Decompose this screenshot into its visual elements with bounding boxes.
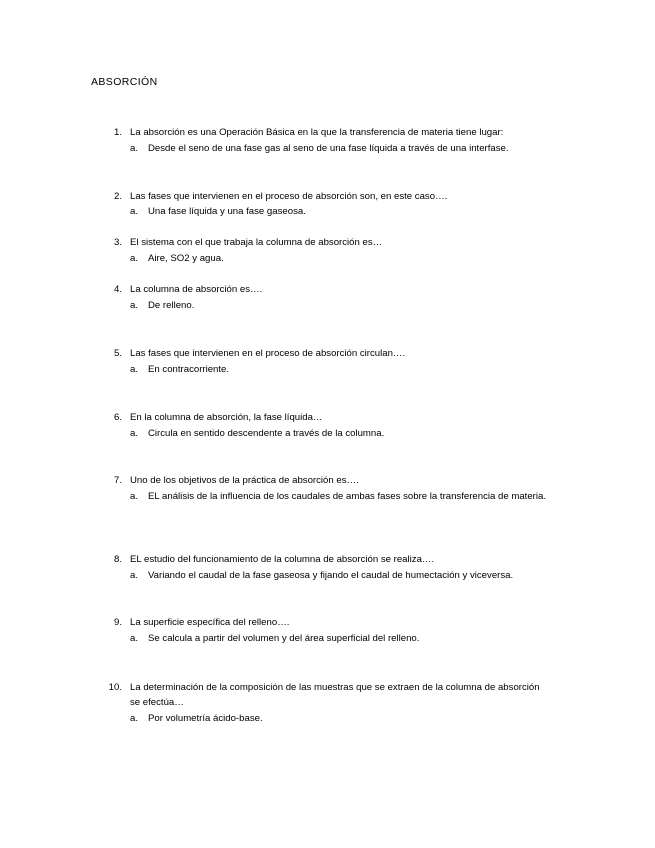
answer-letter: a.: [130, 300, 139, 311]
answer-letter: a.: [130, 143, 139, 154]
question-number: 8.: [113, 554, 122, 565]
answer-text: De relleno.: [148, 300, 195, 311]
answer-text: EL análisis de la influencia de los caudales de ambas fases sobre la transferencia de materia.: [148, 491, 547, 502]
answer-letter: a.: [130, 428, 139, 439]
answer-text: Desde el seno de una fase gas al seno de una fase líquida a través de una interfase.: [148, 143, 509, 154]
answer-letter: a.: [130, 633, 139, 644]
answer-letter: a.: [130, 570, 139, 581]
question-number: 3.: [113, 237, 122, 248]
answer-text: Circula en sentido descendente a través de la columna.: [148, 428, 385, 439]
question-text: Las fases que intervienen en el proceso de absorción circulan….: [130, 348, 406, 359]
answer-text: Aire, SO2 y agua.: [148, 253, 224, 264]
question-text: La absorción es una Operación Básica en la que la transferencia de materia tiene lugar:: [130, 127, 504, 138]
answer-text: Se calcula a partir del volumen y del área superficial del relleno.: [148, 633, 420, 644]
question-text: Uno de los objetivos de la práctica de absorción es….: [130, 475, 359, 486]
question-text: La columna de absorción es….: [130, 284, 263, 295]
answer-letter: a.: [130, 206, 139, 217]
answer-letter: a.: [130, 253, 139, 264]
question-number: 5.: [113, 348, 122, 359]
question-text: EL estudio del funcionamiento de la columna de absorción se realiza….: [130, 554, 435, 565]
question-number: 1.: [113, 127, 122, 138]
question-text: En la columna de absorción, la fase líquida…: [130, 412, 323, 423]
page-title: ABSORCIÓN: [91, 76, 158, 88]
answer-letter: a.: [130, 713, 139, 724]
answer-text: Una fase líquida y una fase gaseosa.: [148, 206, 306, 217]
answer-text: Por volumetría ácido-base.: [148, 713, 263, 724]
question-number: 9.: [113, 617, 122, 628]
answer-text: Variando el caudal de la fase gaseosa y fijando el caudal de humectación y viceversa.: [148, 570, 514, 581]
question-number: 2.: [113, 191, 122, 202]
question-text: Las fases que intervienen en el proceso de absorción son, en este caso….: [130, 191, 448, 202]
question-text: La superficie específica del relleno….: [130, 617, 290, 628]
answer-letter: a.: [130, 364, 139, 375]
answer-letter: a.: [130, 491, 139, 502]
question-text: El sistema con el que trabaja la columna de absorción es…: [130, 237, 383, 248]
question-text: La determinación de la composición de las muestras que se extraen de la columna de absorción se efectúa…: [130, 682, 540, 708]
question-number: 6.: [113, 412, 122, 423]
question-number: 10.: [108, 682, 122, 693]
question-number: 4.: [113, 284, 122, 295]
answer-text: En contracorriente.: [148, 364, 230, 375]
question-number: 7.: [113, 475, 122, 486]
